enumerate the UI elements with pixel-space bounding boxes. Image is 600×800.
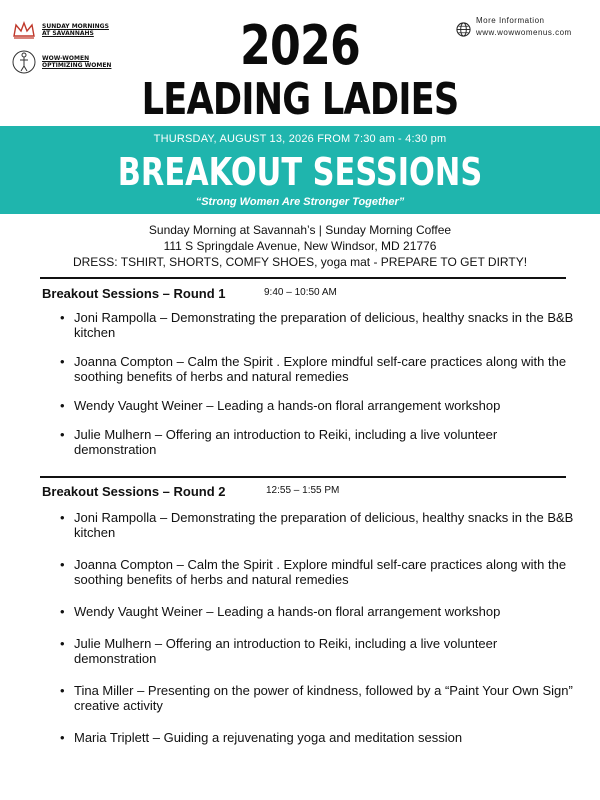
round1-list [60,310,580,471]
crown-icon [12,20,36,40]
venue-info [0,222,600,270]
round2-list [60,510,580,762]
event-banner [0,126,600,214]
list-item: • Julie Mulhern – Offering an introduction to Reiki, including a live volunteer demonstration [60,636,580,666]
logo1-line1: SUNDAY MORNINGS [42,23,109,30]
logo2-line2: OPTIMIZING WOMEN [42,62,112,69]
round2-heading: Breakout Sessions – Round 2 [42,484,226,499]
banner-heading: BREAKOUT SESSIONS [117,150,483,194]
logo2-line1: WOW-WOMEN [42,55,90,62]
info-label: More Information [476,16,545,25]
list-item: • Joni Rampolla – Demonstrating the preparation of delicious, healthy snacks in the B&B kitchen [60,310,580,340]
round2-time: 12:55 – 1:55 PM [266,485,340,496]
banner-tagline: “Strong Women Are Stronger Together” [195,196,405,208]
event-date: THURSDAY, AUGUST 13, 2026 FROM 7:30 am - 4:30 pm [153,133,447,145]
website-link[interactable]: www.wowwomenus.com [476,28,572,37]
list-item: • Joni Rampolla – Demonstrating the preparation of delicious, healthy snacks in the B&B kitchen [60,510,580,540]
logo1-line2: AT SAVANNAHS [42,30,94,37]
list-item: • Wendy Vaught Weiner – Leading a hands-on floral arrangement workshop [60,398,580,413]
venue-name: Sunday Morning at Savannah’s | Sunday Morning Coffee [148,223,452,237]
list-item: • Maria Triplett – Guiding a rejuvenating yoga and meditation session [60,730,580,745]
woman-figure-icon [12,46,36,78]
list-item: • Joanna Compton – Calm the Spirit . Explore mindful self-care practices along with the soothing benefits of herbs and natural remedies [60,354,580,384]
globe-icon [456,22,471,37]
divider [40,277,566,279]
list-item: • Tina Miller – Presenting on the power of kindness, followed by a “Paint Your Own Sign” creative activity [60,683,580,713]
round1-heading: Breakout Sessions – Round 1 [42,286,226,301]
dress-code: DRESS: TSHIRT, SHORTS, COMFY SHOES, yoga mat - PREPARE TO GET DIRTY! [72,255,528,269]
list-item: • Julie Mulhern – Offering an introduction to Reiki, including a live volunteer demonstration [60,427,580,457]
event-title: LEADING LADIES [141,74,459,125]
event-year: 2026 [240,14,360,77]
round1-time: 9:40 – 10:50 AM [264,287,337,298]
list-item: • Wendy Vaught Weiner – Leading a hands-on floral arrangement workshop [60,604,580,619]
venue-address: 111 S Springdale Avenue, New Windsor, MD 21776 [163,239,437,253]
divider [40,476,566,478]
list-item: • Joanna Compton – Calm the Spirit . Explore mindful self-care practices along with the soothing benefits of herbs and natural remedies [60,557,580,587]
